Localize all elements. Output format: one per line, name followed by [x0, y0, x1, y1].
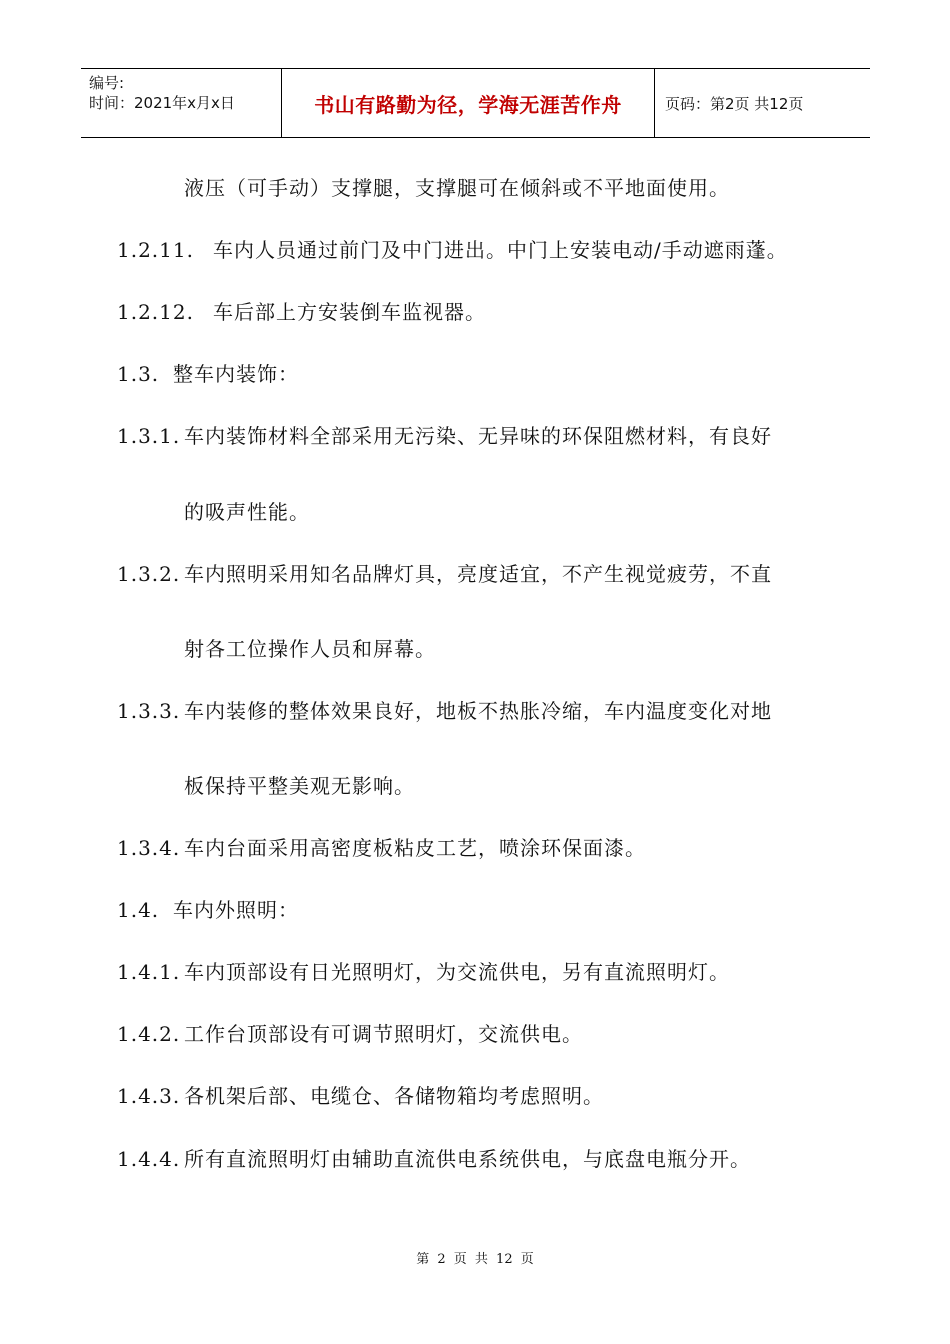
body-line: 1.2.11. 车内人员通过前门及中门进出。中门上安装电动/手动遮雨蓬。 [117, 238, 788, 262]
body-line: 1.4.1. 车内顶部设有日光照明灯，为交流供电，另有直流照明灯。 [117, 960, 730, 984]
body-line: 1.3.4. 车内台面采用高密度板粘皮工艺，喷涂环保面漆。 [117, 836, 646, 860]
body-line: 的吸声性能。 [184, 500, 310, 524]
page-header [81, 68, 870, 138]
body-line: 1.3.1. 车内装饰材料全部采用无污染、无异味的环保阻燃材料，有良好 [117, 424, 772, 448]
body-line: 射各工位操作人员和屏幕。 [184, 637, 436, 661]
header-motto: 书山有路勤为径，学海无涯苦作舟 [282, 69, 655, 137]
body-line: 板保持平整美观无影响。 [184, 774, 415, 798]
body-line: 1.3.3. 车内装修的整体效果良好，地板不热胀冷缩，车内温度变化对地 [117, 699, 772, 723]
body-line: 1.4.3. 各机架后部、电缆仓、各储物箱均考虑照明。 [117, 1084, 604, 1108]
document-number-label: 编号: [89, 74, 125, 92]
header-meta [81, 69, 282, 137]
body-line: 1.4.4. 所有直流照明灯由辅助直流供电系统供电，与底盘电瓶分开。 [117, 1147, 751, 1171]
section-heading: 1.4. 车内外照明： [117, 898, 299, 922]
document-date: 时间：2021年x月x日 [89, 94, 235, 112]
body-line: 1.3.2. 车内照明采用知名品牌灯具，亮度适宜，不产生视觉疲劳，不直 [117, 562, 772, 586]
page-footer: 第 2 页 共 12 页 [416, 1252, 534, 1267]
body-line: 液压（可手动）支撑腿，支撑腿可在倾斜或不平地面使用。 [184, 176, 730, 200]
body-line: 1.4.2. 工作台顶部设有可调节照明灯，交流供电。 [117, 1022, 583, 1046]
section-heading: 1.3. 整车内装饰： [117, 362, 299, 386]
header-page-info: 页码：第2页 共12页 [665, 94, 804, 113]
body-line: 1.2.12. 车后部上方安装倒车监视器。 [117, 300, 486, 324]
